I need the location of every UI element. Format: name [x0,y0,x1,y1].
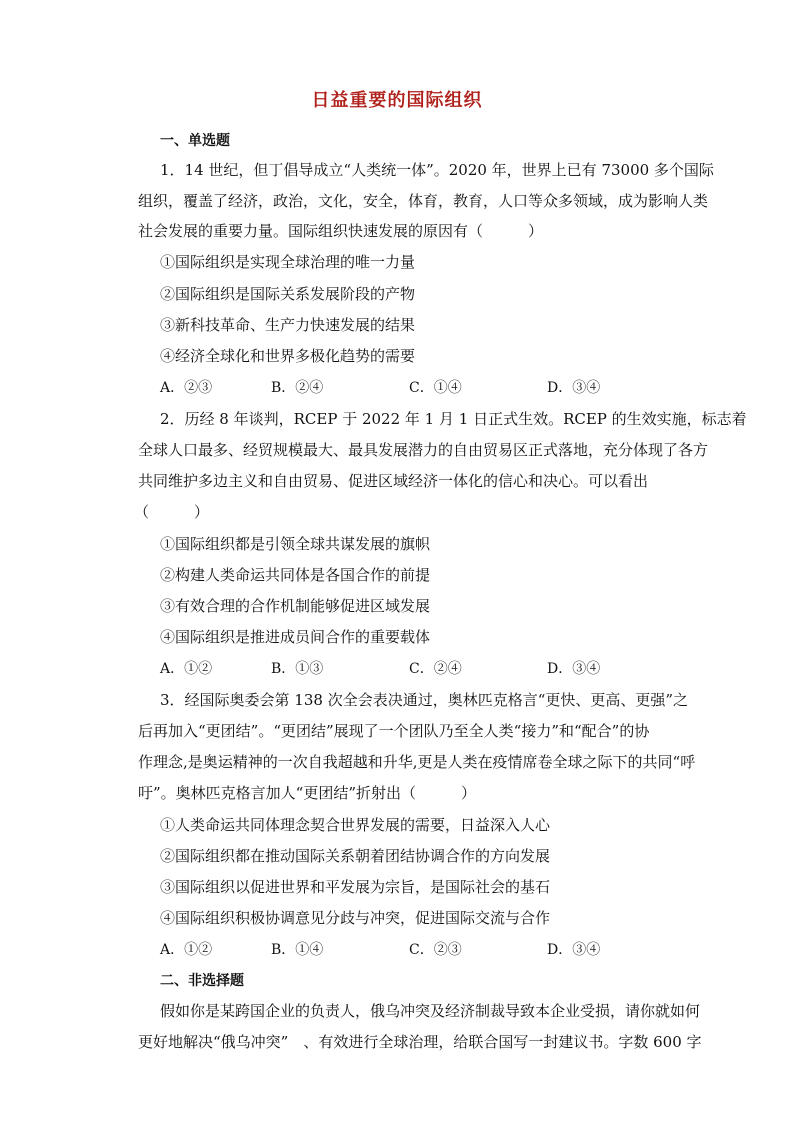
q1-choice-c: C．①④ [409,380,462,396]
q3-option-1: ①人类命运共同体理念契合世界发展的需要，日益深入人心 [160,816,551,834]
q1-line-3: 社会发展的重要力量。国际组织快速发展的原因有（ ） [138,222,544,240]
q3-line-2: 后再加入“更团结”。“更团结”展现了一个团队乃至全人类“接力”和“配合”的协 [138,722,650,740]
q3-choice-c: C．②③ [409,942,462,958]
q3-line-4: 吁”。奥林匹克格言加人“更团结”折射出（ ） [138,784,477,802]
q3-option-4: ④国际组织积极协调意见分歧与冲突，促进国际交流与合作 [160,909,551,927]
q4-line-1: 假如你是某跨国企业的负责人，俄乌冲突及经济制裁导致本企业受损，请你就如何 [160,1002,701,1020]
q3-choice-b: B．①④ [271,942,324,958]
q1-option-2: ②国际组织是国际关系发展阶段的产物 [160,285,416,303]
q2-option-1: ①国际组织都是引领全球共谋发展的旗帜 [160,535,431,553]
q3-choice-a: A．①② [160,942,213,958]
q2-line-4: （ ） [134,503,210,521]
q2-line-2: 全球人口最多、经贸规模最大、最具发展潜力的自由贸易区正式落地，充分体现了各方 [138,441,709,459]
q1-line-1: 1．14 世纪，但丁倡导成立“人类统一体”。2020 年，世界上已有 73000 多个国际 [160,161,714,179]
page-title: 日益重要的国际组织 [311,90,483,111]
q3-option-3: ③国际组织以促进世界和平发展为宗旨，是国际社会的基石 [160,878,551,896]
q2-choice-d: D．③④ [547,661,601,677]
q4-line-2: 更好地解决“俄乌冲突” 、有效进行全球治理，给联合国写一封建议书。字数 600 字 [138,1033,702,1051]
q1-option-1: ①国际组织是实现全球治理的唯一力量 [160,253,416,271]
q2-choice-c: C．②④ [409,661,462,677]
q2-choice-a: A．①② [160,661,213,677]
q1-option-3: ③新科技革命、生产力快速发展的结果 [160,316,416,334]
q2-option-2: ②构建人类命运共同体是各国合作的前提 [160,566,431,584]
section-heading-single-choice: 一、单选题 [160,133,230,149]
q2-option-3: ③有效合理的合作机制能够促进区域发展 [160,597,431,615]
q2-choice-b: B．①③ [271,661,324,677]
q2-line-3: 共同维护多边主义和自由贸易、促进区域经济一体化的信心和决心。可以看出 [138,472,649,490]
q3-option-2: ②国际组织都在推动国际关系朝着团结协调合作的方向发展 [160,847,551,865]
q3-line-1: 3．经国际奥委会第 138 次全会表决通过，奥林匹克格言“更快、更高、更强”之 [160,691,689,709]
q2-line-1: 2．历经 8 年谈判，RCEP 于 2022 年 1 月 1 日正式生效。RCEP 的生效实施，标志着 [160,410,747,428]
q1-choice-a: A．②③ [160,380,213,396]
q1-choice-b: B．②④ [271,380,324,396]
q1-line-2: 组织，覆盖了经济，政治，文化，安全，体育，教育，人口等众多领域，成为影响人类 [138,192,709,210]
q1-choice-d: D．③④ [547,380,601,396]
q2-option-4: ④国际组织是推进成员间合作的重要载体 [160,628,431,646]
section-heading-non-choice: 二、非选择题 [160,973,244,989]
q3-line-3: 作理念,是奥运精神的一次自我超越和升华,更是人类在疫情席卷全球之际下的共同“呼 [138,753,696,771]
q3-choice-d: D．③④ [547,942,601,958]
q1-option-4: ④经济全球化和世界多极化趋势的需要 [160,347,416,365]
